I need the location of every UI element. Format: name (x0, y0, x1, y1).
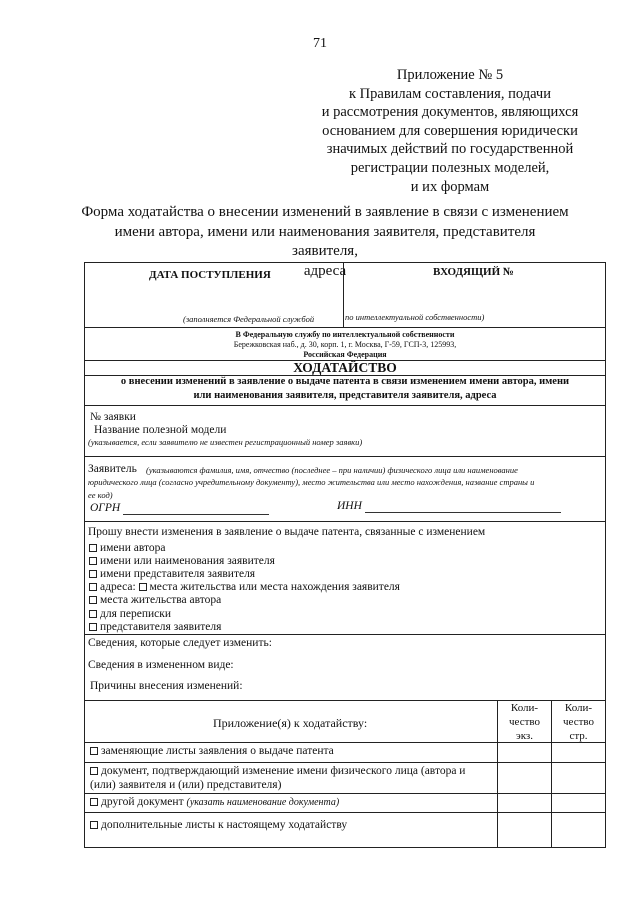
appendix-line: Приложение № 5 (396, 67, 504, 83)
applicant-note-line-1: (указываются фамилия, имя, отчество (последнее – при наличии) физического лица или наименование (146, 465, 518, 475)
attachment-name-change-document-cont: (или) заявителя и (или) представителя) (90, 779, 282, 791)
page-number: 71 (313, 36, 327, 51)
pages-header-line: чество (563, 716, 594, 728)
checkbox[interactable] (89, 583, 97, 591)
address-line-1: В Федеральную службу по интеллектуальной собственности (235, 330, 455, 339)
form-title-line: Форма ходатайства о внесении изменений в заявление в связи с изменением (81, 204, 569, 220)
utility-model-name-label: Название полезной модели (94, 424, 227, 436)
appendix-line: к Правилам составления, подачи (349, 85, 551, 102)
option-label: места жительства или места нахождения заявителя (149, 581, 400, 593)
checkbox[interactable] (89, 596, 97, 604)
applicant-note-line-3: ее код) (88, 490, 113, 500)
option-representative-name[interactable] (89, 568, 255, 580)
divider (85, 793, 605, 794)
copies-header-line: чество (509, 716, 540, 728)
divider (85, 327, 605, 328)
attachment-label: заменяющие листы заявления о выдаче патента (101, 745, 334, 757)
copies-column-header (498, 701, 551, 743)
copies-header-line: Коли- (510, 702, 539, 714)
checkbox[interactable] (90, 821, 98, 829)
info-to-change-label: Сведения, которые следует изменить: (88, 637, 272, 649)
option-label: для переписки (100, 608, 172, 620)
attachment-name-change-document[interactable] (90, 765, 465, 777)
form-title-line: адреса (303, 262, 347, 279)
ogrn-field[interactable] (123, 514, 269, 515)
option-label: представителя заявителя (100, 621, 222, 633)
checkbox[interactable] (89, 544, 97, 552)
pages-column-header (552, 701, 605, 743)
divider (85, 521, 605, 522)
applicant-label: Заявитель (88, 463, 137, 475)
attachment-other-note: (указать наименование документа) (186, 797, 340, 808)
option-label: имени или наименования заявителя (100, 555, 275, 567)
attachment-label: дополнительные листы к настоящему ходатайству (101, 819, 348, 831)
reasons-label: Причины внесения изменений: (90, 680, 243, 692)
petition-title: ХОДАТАЙСТВО (293, 360, 397, 375)
checkbox[interactable] (90, 767, 98, 775)
divider (85, 634, 605, 635)
divider (85, 762, 605, 763)
divider (85, 456, 605, 457)
inn-label: ИНН (337, 500, 362, 512)
divider (85, 405, 605, 406)
checkbox[interactable] (89, 570, 97, 578)
filled-by-note-right: по интеллектуальной собственности) (345, 312, 485, 322)
applicant-note-line-2: юридического лица (согласно учредительному документу), место жительства или место нахождения, название страны и (88, 477, 535, 487)
pages-header-line: Коли- (564, 702, 593, 714)
incoming-number-label: ВХОДЯЩИЙ № (433, 266, 514, 278)
divider (85, 812, 605, 813)
checkbox[interactable] (89, 623, 97, 631)
info-changed-form-label: Сведения в измененном виде: (88, 659, 234, 671)
address-line-2: Бережковская наб., д. 30, корп. 1, г. Москва, Г-59, ГСП-3, 125993, (233, 340, 457, 349)
option-label: места жительства автора (100, 594, 222, 606)
pages-header-line: стр. (569, 730, 588, 742)
checkbox[interactable] (90, 747, 98, 755)
divider (85, 742, 605, 743)
inn-field[interactable] (365, 512, 561, 513)
attachment-replacement-sheets[interactable] (90, 745, 334, 757)
appendix-line: значимых действий по государственной (326, 141, 574, 158)
filled-by-note-left: (заполняется Федеральной службой (183, 314, 315, 324)
option-address[interactable] (89, 581, 400, 593)
checkbox[interactable] (90, 798, 98, 806)
option-correspondence[interactable] (89, 608, 171, 620)
attachment-additional-sheets[interactable] (90, 819, 347, 831)
petition-form (84, 262, 606, 848)
option-label: адреса: (100, 581, 136, 593)
attachment-label: документ, подтверждающий изменение имени физического лица (автора и (101, 765, 466, 777)
appendix-line: основанием для совершения юридически (322, 122, 578, 139)
application-number-label: № заявки (90, 411, 136, 423)
option-label: имени представителя заявителя (100, 568, 256, 580)
changes-intro: Прошу внести изменения в заявление о выдаче патента, связанные с изменением (88, 526, 486, 538)
option-author-name[interactable] (89, 542, 165, 554)
petition-subtitle-line-1: о внесении изменений в заявление о выдаче патента в связи изменением имени автора, имени (120, 376, 570, 387)
appendix-line: и рассмотрения документов, являющихся (321, 104, 579, 121)
address-line-3: Российская Федерация (303, 350, 387, 359)
utility-model-note: (указывается, если заявителю не известен регистрационный номер заявки) (88, 437, 363, 447)
checkbox[interactable] (89, 610, 97, 618)
ogrn-label: ОГРН (90, 502, 121, 514)
appendix-line: и их формам (410, 178, 490, 195)
attachment-other-document[interactable] (90, 796, 339, 808)
checkbox[interactable] (139, 583, 147, 591)
appendix-line: регистрации полезных моделей, (350, 159, 550, 176)
checkbox[interactable] (89, 557, 97, 565)
copies-header-line: экз. (515, 730, 533, 742)
form-title-line: имени автора, имени или наименования заявителя, представителя заявителя, (114, 223, 536, 259)
petition-subtitle-line-2: или наименования заявителя, представителя заявителя, адреса (193, 390, 497, 401)
option-author-residence[interactable] (89, 594, 221, 606)
attachment-label: другой документ (101, 796, 184, 808)
option-applicant-name[interactable] (89, 555, 275, 567)
date-received-label: ДАТА ПОСТУПЛЕНИЯ (149, 269, 271, 281)
option-representative[interactable] (89, 621, 221, 633)
option-label: имени автора (100, 542, 166, 554)
attachments-header: Приложение(я) к ходатайству: (213, 716, 368, 730)
header-divider (343, 263, 344, 327)
appendix-heading (300, 66, 600, 196)
